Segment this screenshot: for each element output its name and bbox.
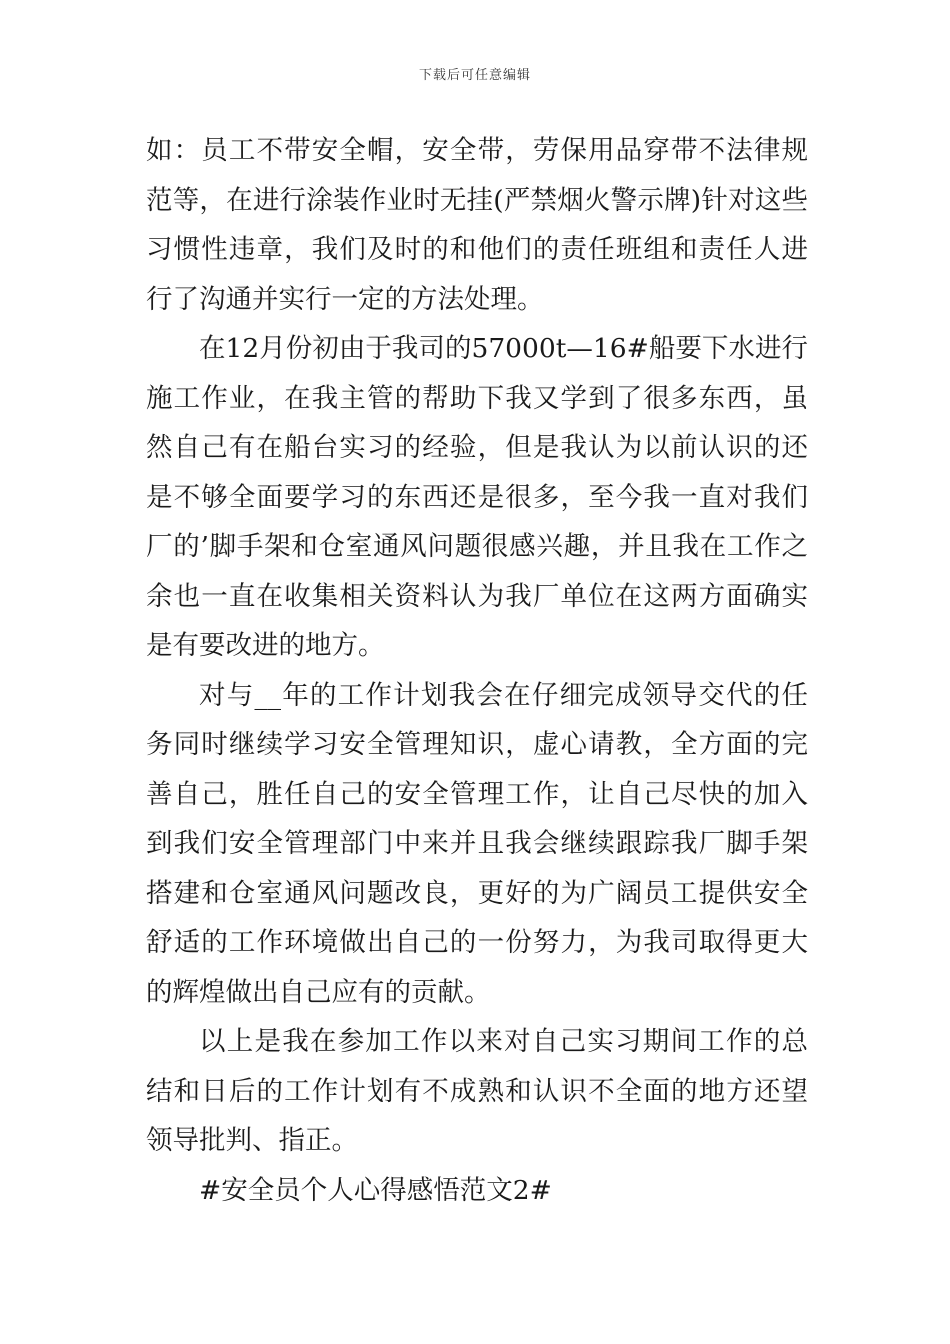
paragraph-3: 对与__年的工作计划我会在仔细完成领导交代的任务同时继续学习安全管理知识，虚心请教，全方面的完善自己，胜任自己的安全管理工作，让自己尽快的加入到我们安全管理部门中来并且我会继续跟踪我厂脚手架搭建和仓室通风问题改良，更好的为广阔员工提供安全舒适的工作环境做出自己的一份努力，为我司取得更大的辉煌做出自己应有的贡献。 xyxy=(146,679,808,1008)
document-body xyxy=(146,126,808,1215)
paragraph-2: 在12月份初由于我司的57000t—16#船要下水进行施工作业，在我主管的帮助下我又学到了很多东西，虽然自己有在船台实习的经验，但是我认为以前认识的还是不够全面要学习的东西还是很多，至今我一直对我们厂的’脚手架和仓室通风问题很感兴趣，并且我在工作之余也一直在收集相关资料认为我厂单位在这两方面确实是有要改进的地方。 xyxy=(146,333,808,661)
page-header: 下载后可任意编辑 xyxy=(418,68,531,83)
section-heading: #安全员个人心得感悟范文2# xyxy=(199,1174,552,1206)
paragraph-4: 以上是我在参加工作以来对自己实习期间工作的总结和日后的工作计划有不成熟和认识不全面的地方还望领导批判、指正。 xyxy=(146,1026,808,1156)
paragraph-1: 如：员工不带安全帽，安全带，劳保用品穿带不法律规范等，在进行涂装作业时无挂(严禁烟火警示牌)针对这些习惯性违章，我们及时的和他们的责任班组和责任人进行了沟通并实行一定的方法处理。 xyxy=(146,135,808,315)
